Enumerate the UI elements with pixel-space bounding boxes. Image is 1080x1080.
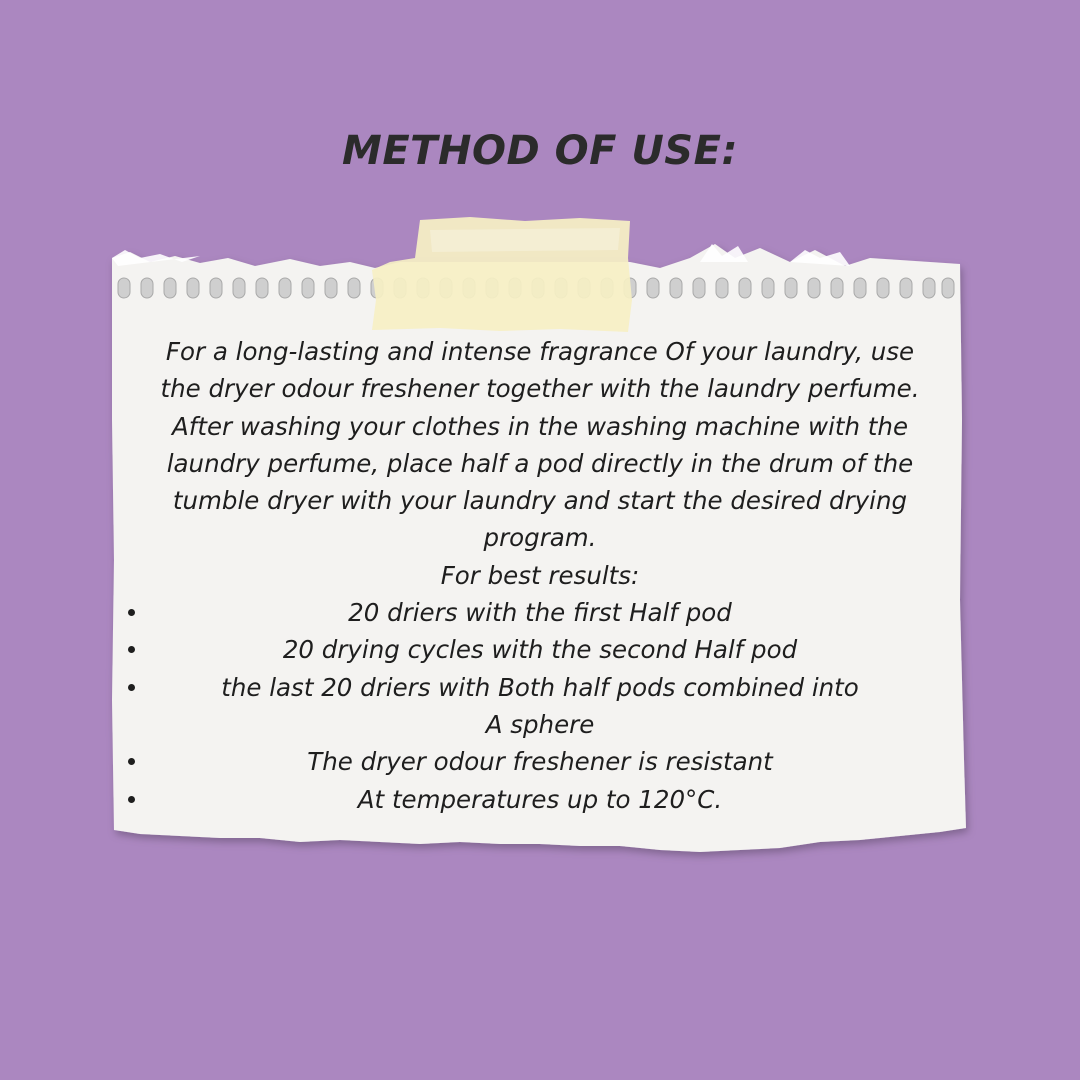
intro-line: After washing your clothes in the washing machine with the bbox=[171, 411, 909, 441]
bullet-icon bbox=[128, 796, 135, 803]
intro-line: the dryer odour freshener together with the laundry perfume. bbox=[160, 374, 920, 404]
intro-line: For a long-lasting and intense fragrance Of your laundry, use bbox=[165, 337, 915, 366]
bullet-icon bbox=[128, 684, 135, 691]
list-item-text: At temperatures up to 120°C. bbox=[357, 784, 723, 814]
list-item bbox=[118, 594, 962, 631]
note-body bbox=[118, 333, 962, 818]
list-item-text: 20 driers with the first Half pod bbox=[348, 598, 732, 628]
intro-line: program. bbox=[483, 523, 597, 553]
intro-line: tumble dryer with your laundry and start the desired drying bbox=[172, 486, 908, 516]
list-item-text: A sphere bbox=[485, 709, 595, 739]
list-item bbox=[118, 781, 962, 818]
list-item bbox=[118, 743, 962, 780]
list-item bbox=[118, 631, 962, 668]
results-list bbox=[118, 594, 962, 818]
best-results-heading: For best results: bbox=[440, 560, 640, 590]
list-item-text: the last 20 driers with Both half pods combined into bbox=[221, 672, 859, 702]
intro-line: laundry perfume, place half a pod directly in the drum of the bbox=[166, 448, 914, 478]
intro-paragraph bbox=[118, 333, 962, 557]
page-title: METHOD OF USE: bbox=[342, 128, 738, 174]
list-item-text: 20 drying cycles with the second Half pod bbox=[282, 635, 798, 665]
list-item-text: The dryer odour freshener is resistant bbox=[307, 747, 773, 777]
list-item bbox=[118, 669, 962, 744]
